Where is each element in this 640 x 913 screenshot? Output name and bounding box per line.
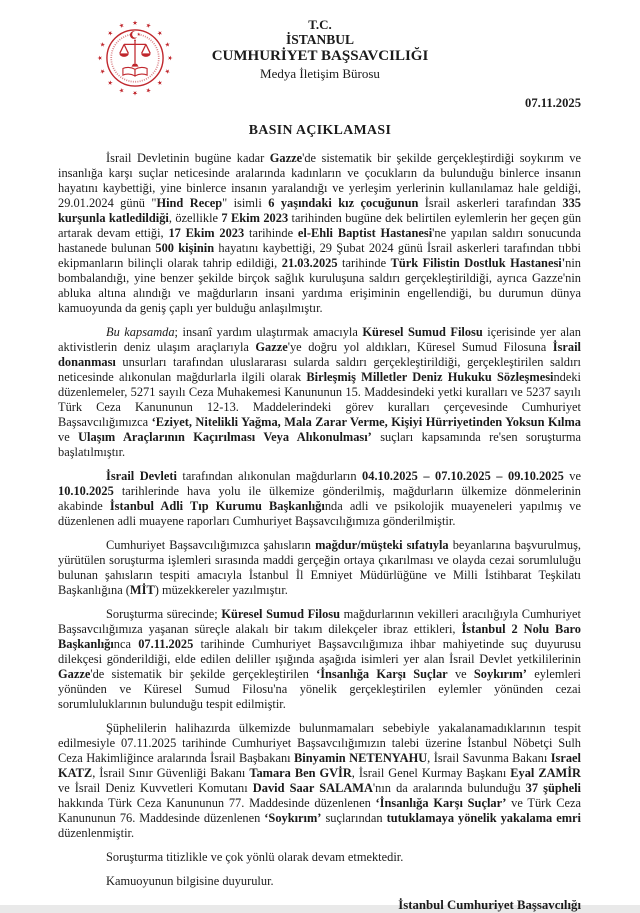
letterhead-office: CUMHURİYET BAŞSAVCILIĞI (211, 48, 429, 65)
paragraph: Soruşturma titizlikle ve çok yönlü olarak devam etmektedir. (106, 850, 404, 865)
letterhead-tc: T.C. (308, 17, 332, 32)
paragraph: Soruşturma sürecinde; Küresel Sumud Filosu mağdurlarının vekilleri aracılığıyla Cumhuriyet Başsavcılığımıza yaşanan süreçle alakalı bir takım dilekçeler ibraz ettikleri, İstanbul 2 Nolu Baro Başkanlığınca 07.11.2025 tarihinde Cumhuriyet Başsavcılığımıza ihbar mahiyetinde suç duyurusu dilekçesi gönderildiği, elde edilen deliller ışığında aşağıda isimleri yer alan İsrail Devlet yetkililerinin Gazze'de sistematik bir şekilde gerçekleştirilen ‘İnsanlığa Karşı Suçlar ve Soykırım’ eylemleri yönünden ve Küresel Sumud Filosu'na yönelik gerçekleştirilen eylemler yönünden cezai sorumluluklarının bulunduğu tespit edilmiştir. (58, 607, 582, 712)
paragraph: Kamuoyunun bilgisine duyurulur. (106, 874, 274, 889)
justice-seal-icon (96, 19, 174, 97)
paragraph: İsrail Devletinin bugüne kadar Gazze'de sistematik bir şekilde gerçekleştirdiği soykırım ve insanlığa karşı suçlar neticesinde aralarında kadınların ve çocukların da bulunduğu binlerce insanın hayatını kaybettiği, yine binlerce insanın yaralandığı ve yerleşim yerlerinin kullanılamaz hale geldiği, 29.01.2024 günü "Hind Recep" isimli 6 yaşındaki kız çocuğunun İsrail askerleri tarafından 335 kurşunla katledildiği, özellikle 7 Ekim 2023 tarihinden bugüne dek belirtilen eylemlerin her geçen gün artarak devam ettiği, 17 Ekim 2023 tarihinde el-Ehli Baptist Hastanesi'ne yapılan saldırı sonucunda hastanede bulunan 500 kişinin hayatını kaybettiği, 29 Şubat 2024 günü İsrail askerleri tarafından tıbbi ekipmanların bilinçli olarak tahrip edildiği, 21.03.2025 tarihinde Türk Filistin Dostluk Hastanesi'nin bombalandığı, yine benzer şekilde birçok sağlık kuruluşuna saldırı gerçekleştirildiği, ayrıca Gazze'nin abluka altına alındığı ve mağdurların insani yardıma erişiminin engellendiği, bu durumun dünya kamuoyunda da geniş çaplı yer bulduğu anlaşılmıştır. (58, 151, 582, 316)
letterhead-city: İSTANBUL (285, 32, 355, 48)
press-release-title: BASIN AÇIKLAMASI (248, 122, 392, 138)
paragraph: Cumhuriyet Başsavcılığımızca şahısların mağdur/müşteki sıfatıyla beyanlarına başvurulmuş, yürütülen soruşturma işlemleri sırasında maddi gerçeğin ortaya çıkarılması ve olayda cezai sorumluluğu bulunan şahısların tespiti amacıyla İstanbul İl Emniyet Müdürlüğüne ve Milli İstihbarat Teşkilatı Başkanlığına (MİT) müzekkereler yazılmıştır. (58, 538, 581, 598)
paragraph: Şüphelilerin halihazırda ülkemizde bulunmamaları sebebiyle yakalanamadıklarının tespit edilmesiyle 07.11.2025 tarihinde Cumhuriyet Başsavcılığımızın talebi üzerine İstanbul Nöbetçi Sulh Ceza Hakimliğince aralarında İsrail Başbakanı Binyamin NETENYAHU, İsrail Savunma Bakanı Israel KATZ, İsrail Sınır Güvenliği Bakanı Tamara Ben GVİR, İsrail Genel Kurmay Başkanı Eyal ZAMİR ve İsrail Deniz Kuvvetleri Komutanı David Saar SALAMA'nın da aralarında bulunduğu 37 şüpheli hakkında Türk Ceza Kanununun 77. Maddesinde düzenlenen ‘İnsanlığa Karşı Suçlar’ ve Türk Ceza Kanununun 76. Maddesinde düzenlenen ‘Soykırım’ suçlarından tutuklamaya yönelik yakalama emri düzenlenmiştir. (58, 721, 582, 841)
crescent-star-icon (130, 31, 141, 39)
paragraph: İsrail Devleti tarafından alıkonulan mağdurların 04.10.2025 – 07.10.2025 – 09.10.2025 ve 10.10.2025 tarihlerinde hava yolu ile ülkemize gönderilmiş, mağdurların ülkemize dönmelerinin akabinde İstanbul Adli Tıp Kurumu Başkanlığında adli ve psikolojik muayeneleri yapılmış ve düzenlenen adli muayene raporları Cumhuriyet Başsavcılığımıza gönderilmiştir. (58, 469, 581, 529)
letterhead-bureau: Medya İletişim Bürosu (260, 65, 380, 81)
body-paragraphs (0, 151, 640, 889)
signature: İstanbul Cumhuriyet Başsavcılığı (398, 898, 581, 913)
document-date: 07.11.2025 (525, 96, 581, 111)
scales-of-justice-icon (119, 40, 150, 67)
paragraph: Bu kapsamda; insanî yardım ulaştırmak amacıyla Küresel Sumud Filosu içerisinde yer alan aktivistlerin deniz ulaşım araçlarıyla Gazze'ye doğru yol aldıkları, Küresel Sumud Filosuna İsrail donanması unsurları tarafından uluslararası sularda saldırı gerçekleştirildiği, gerçekleştirilen saldırı neticesinde alıkonulan mağdurlarla ilgili olarak Birleşmiş Milletler Deniz Hukuku Sözleşmesindeki düzenlemeler, 5271 sayılı Ceza Muhakemesi Kanununun 15. Maddesindeki yetki kuralları ve 5237 sayılı Türk Ceza Kanununun 12-13. Maddelerindeki görev kuralları çerçevesinde Cumhuriyet Başsavcılığımızca ‘Eziyet, Nitelikli Yağma, Mala Zarar Verme, Kişiyi Hürriyetinden Yoksun Kılma ve Ulaşım Araçlarının Kaçırılması Veya Alıkonulması’ suçları kapsamında re'sen soruşturma başlatılmıştır. (58, 325, 582, 460)
open-book-icon (123, 67, 147, 75)
